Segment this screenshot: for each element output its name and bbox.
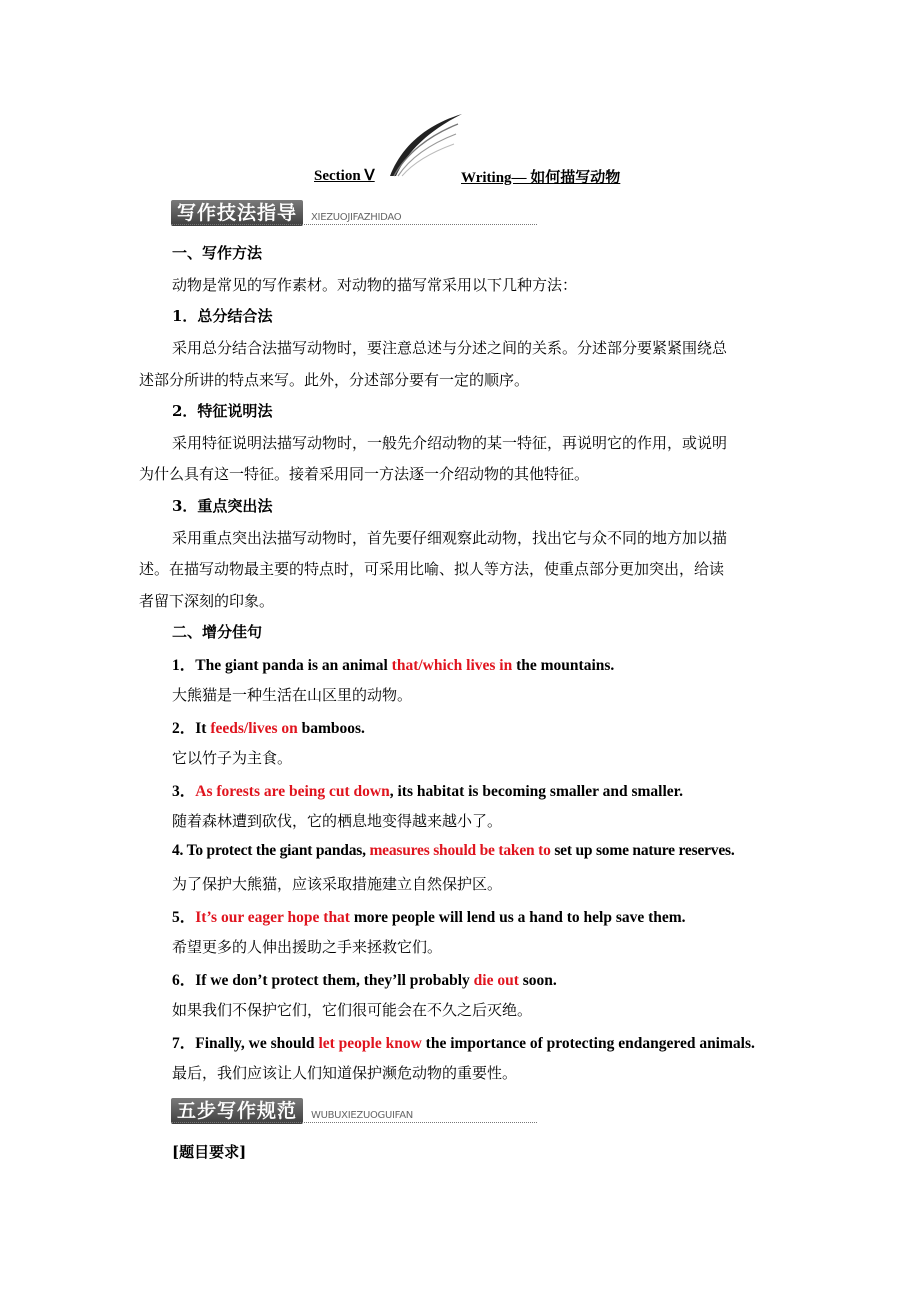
banner-divider (171, 224, 537, 225)
requirements-label: [题目要求] (172, 1143, 247, 1161)
banner-title: 五步写作规范 (171, 1098, 303, 1124)
paragraph: 述。在描写动物最主要的特点时，可采用比喻、拟人等方法，使重点部分更加突出，给读 (139, 560, 725, 578)
section-heading: 二、增分佳句 (172, 623, 263, 641)
example-sentence: 7．Finally, we should let people know the importance of protecting endangered animals. (172, 1035, 755, 1052)
example-sentence: 3．As forests are being cut down, its habitat is becoming smaller and smaller. (172, 783, 683, 800)
banner-title: 写作技法指导 (171, 200, 303, 226)
writing-topic: Writing— 如何描写动物 (461, 170, 621, 186)
sentence-translation: 大熊猫是一种生活在山区里的动物。 (172, 686, 413, 704)
paragraph: 采用特征说明法描写动物时，一般先介绍动物的某一特征，再说明它的作用，或说明 (172, 434, 728, 452)
example-sentence: 6．If we don’t protect them, they’ll probably die out soon. (172, 972, 557, 989)
banner-pinyin: XIEZUOJIFAZHIDAO (311, 212, 402, 223)
section-label: Section Ⅴ (314, 168, 375, 184)
sentence-translation: 它以竹子为主食。 (172, 749, 293, 767)
method-title: 3．重点突出法 (172, 497, 273, 515)
method-title: 2．特征说明法 (172, 402, 273, 420)
paragraph: 者留下深刻的印象。 (139, 592, 275, 610)
paragraph: 采用总分结合法描写动物时，要注意总述与分述之间的关系。分述部分要紧紧围绕总 (172, 339, 728, 357)
method-title: 1．总分结合法 (172, 307, 273, 325)
example-sentence: 5．It’s our eager hope that more people will lend us a hand to help save them. (172, 909, 686, 926)
example-sentence: 2．It feeds/lives on bamboos. (172, 720, 365, 737)
paragraph: 采用重点突出法描写动物时，首先要仔细观察此动物，找出它与众不同的地方加以描 (172, 529, 728, 547)
example-sentence: 1．The giant panda is an animal that/which lives in the mountains. (172, 657, 615, 674)
sentence-translation: 随着森林遭到砍伐，它的栖息地变得越来越小了。 (172, 812, 503, 830)
paragraph: 为什么具有这一特征。接着采用同一方法逐一介绍动物的其他特征。 (139, 465, 590, 483)
sentence-translation: 为了保护大熊猫，应该采取措施建立自然保护区。 (172, 875, 503, 893)
paragraph: 述部分所讲的特点来写。此外，分述部分要有一定的顺序。 (139, 371, 530, 389)
banner-pinyin: WUBUXIEZUOGUIFAN (311, 1110, 413, 1121)
section-heading: 一、写作方法 (172, 244, 263, 262)
paragraph: 动物是常见的写作素材。对动物的描写常采用以下几种方法： (172, 276, 578, 294)
sentence-translation: 希望更多的人伸出援助之手来拯救它们。 (172, 938, 443, 956)
sentence-translation: 如果我们不保护它们，它们很可能会在不久之后灭绝。 (172, 1001, 533, 1019)
example-sentence: 4. To protect the giant pandas, measures should be taken to set up some nature reserves. (172, 842, 735, 859)
banner-divider (171, 1122, 537, 1123)
sentence-translation: 最后，我们应该让人们知道保护濒危动物的重要性。 (172, 1064, 518, 1082)
section-logo-swoosh (388, 112, 464, 178)
